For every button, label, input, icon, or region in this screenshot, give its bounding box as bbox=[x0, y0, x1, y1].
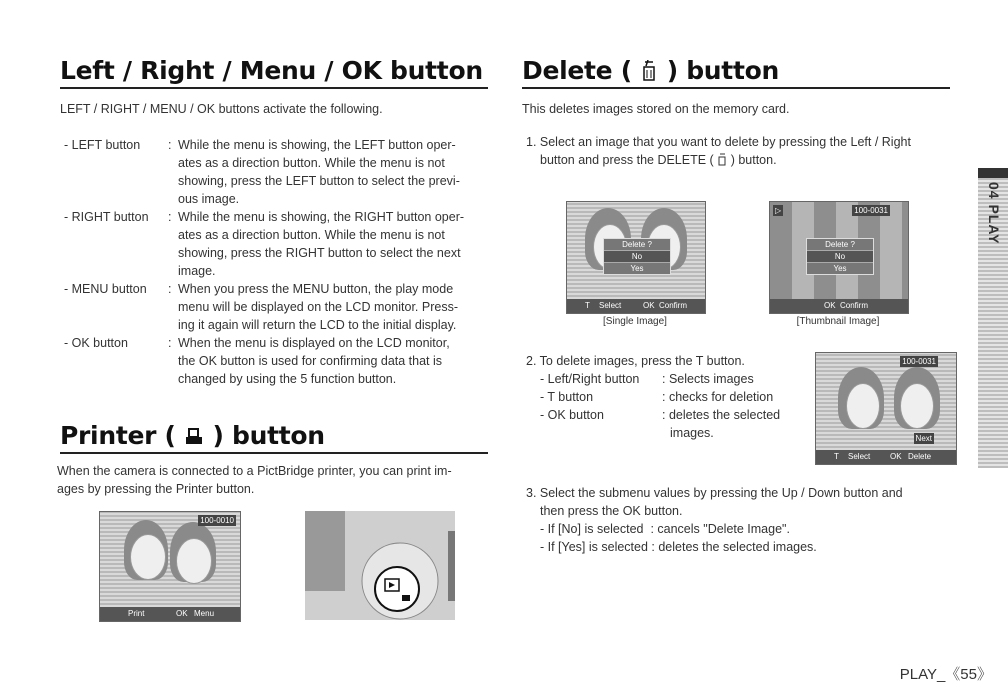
step-3-no: - If [No] is selected : cancels "Delete Image". bbox=[540, 522, 790, 536]
single-bar-confirm: Confirm bbox=[659, 301, 688, 310]
step2-bar-delete: Delete bbox=[908, 452, 932, 461]
step-2-heading: 2. To delete images, press the T button. bbox=[526, 354, 745, 368]
definition-colon: : bbox=[168, 138, 172, 152]
single-image-screenshot bbox=[566, 201, 706, 314]
definition-line: ates as a direction button. While the menu is not bbox=[178, 228, 445, 242]
thumb-counter: 100-0031 bbox=[854, 206, 888, 215]
step-2-desc: images. bbox=[670, 426, 714, 440]
single-image-caption: [Single Image] bbox=[603, 316, 667, 327]
button-definition bbox=[64, 136, 494, 208]
button-definition bbox=[64, 208, 494, 280]
step2-next: Next bbox=[915, 434, 932, 443]
definition-term: - MENU button bbox=[64, 282, 147, 296]
printer-heading-post: ) button bbox=[212, 421, 325, 450]
section-heading-buttons: Left / Right / Menu / OK button bbox=[60, 56, 488, 89]
definition-term: - OK button bbox=[64, 336, 128, 350]
button-definition bbox=[64, 280, 494, 334]
delete-selection-screenshot bbox=[815, 352, 957, 465]
definition-line: the OK button is used for confirming data that is bbox=[178, 354, 443, 368]
thumb-play-icon: ▷ bbox=[775, 206, 782, 215]
step-1-line-1: 1. Select an image that you want to delete by pressing the Left / Right bbox=[526, 135, 911, 149]
step-2-desc: : checks for deletion bbox=[662, 390, 774, 404]
single-dialog-no: No bbox=[604, 251, 670, 263]
thumb-dialog-no: No bbox=[807, 251, 873, 263]
step-1-text-b: ) button. bbox=[730, 153, 777, 167]
section-heading-printer bbox=[60, 421, 488, 454]
thumb-bar-confirm: Confirm bbox=[840, 301, 869, 310]
printer-icon bbox=[184, 424, 204, 444]
thumb-bar-ok: OK bbox=[824, 301, 836, 310]
step-2-term: - OK button bbox=[540, 408, 604, 422]
buttons-intro: LEFT / RIGHT / MENU / OK buttons activate the following. bbox=[60, 102, 383, 116]
definition-term: - RIGHT button bbox=[64, 210, 149, 224]
step-1-line-2 bbox=[540, 151, 777, 169]
step2-bar-t: T bbox=[834, 452, 839, 461]
step-3-line-1: 3. Select the submenu values by pressing the Up / Down button and bbox=[526, 486, 903, 500]
step-2-desc: : deletes the selected bbox=[662, 408, 781, 422]
definition-line: changed by using the 5 function button. bbox=[178, 372, 397, 386]
step-1-text-a: button and press the DELETE ( bbox=[540, 153, 714, 167]
definition-line: ates as a direction button. While the menu is not bbox=[178, 156, 445, 170]
single-bar-t: T bbox=[585, 301, 590, 310]
definition-line: While the menu is showing, the LEFT button oper- bbox=[178, 138, 456, 152]
delete-heading-pre: Delete ( bbox=[522, 56, 632, 85]
definition-line: image. bbox=[178, 264, 216, 278]
trash-icon bbox=[640, 59, 658, 81]
definition-colon: : bbox=[168, 210, 172, 224]
definition-colon: : bbox=[168, 282, 172, 296]
step-2-term: - T button bbox=[540, 390, 594, 404]
button-definition bbox=[64, 334, 494, 388]
single-bar-ok: OK bbox=[643, 301, 655, 310]
chapter-side-tab bbox=[978, 168, 1008, 468]
step-3-yes: - If [Yes] is selected : deletes the selected images. bbox=[540, 540, 817, 554]
definition-line: menu will be displayed on the LCD monitor. Press- bbox=[178, 300, 458, 314]
thumb-dialog-yes: Yes bbox=[833, 264, 847, 273]
thumbnail-image-caption: [Thumbnail Image] bbox=[796, 316, 880, 327]
step-2-desc: : Selects images bbox=[662, 372, 754, 386]
definition-line: While the menu is showing, the RIGHT button oper- bbox=[178, 210, 465, 224]
step2-counter: 100-0031 bbox=[902, 357, 936, 366]
step2-bar-select: Select bbox=[848, 452, 871, 461]
single-dialog-title: Delete ? bbox=[604, 239, 670, 251]
printer-lcd-screenshot bbox=[99, 511, 241, 622]
printer-heading-pre: Printer ( bbox=[60, 421, 176, 450]
definition-term: - LEFT button bbox=[64, 138, 141, 152]
printer-text-line-1: When the camera is connected to a PictBridge printer, you can print im- bbox=[57, 464, 452, 478]
definition-line: showing, press the RIGHT button to select the next bbox=[178, 246, 461, 260]
definition-line: When the menu is displayed on the LCD monitor, bbox=[178, 336, 450, 350]
delete-intro: This deletes images stored on the memory card. bbox=[522, 102, 790, 116]
step-2-term: - Left/Right button bbox=[540, 372, 640, 386]
printer-shot-print: Print bbox=[128, 609, 145, 618]
printer-text-line-2: ages by pressing the Printer button. bbox=[57, 482, 255, 496]
definition-line: showing, press the LEFT button to select the previ- bbox=[178, 174, 460, 188]
printer-shot-menu: Menu bbox=[194, 609, 215, 618]
definition-line: When you press the MENU button, the play mode bbox=[178, 282, 454, 296]
step-3-line-2: then press the OK button. bbox=[540, 504, 683, 518]
camera-back-illustration bbox=[305, 511, 455, 620]
single-dialog-yes: Yes bbox=[630, 264, 644, 273]
printer-shot-counter: 100-0010 bbox=[200, 516, 234, 525]
trash-icon-small bbox=[717, 153, 727, 166]
step2-bar-ok: OK bbox=[890, 452, 902, 461]
thumbnail-image-screenshot bbox=[769, 201, 909, 314]
section-heading-delete bbox=[522, 56, 950, 89]
printer-shot-ok: OK bbox=[176, 609, 188, 618]
single-bar-select: Select bbox=[599, 301, 622, 310]
definition-colon: : bbox=[168, 336, 172, 350]
delete-heading-post: ) button bbox=[666, 56, 779, 85]
definition-line: ing it again will return the LCD to the initial display. bbox=[178, 318, 457, 332]
page-footer: PLAY_《55》 bbox=[899, 666, 992, 683]
definition-line: ous image. bbox=[178, 192, 240, 206]
thumb-dialog-title: Delete ? bbox=[807, 239, 873, 251]
chapter-side-tab-label: 04 PLAY bbox=[986, 182, 1002, 245]
